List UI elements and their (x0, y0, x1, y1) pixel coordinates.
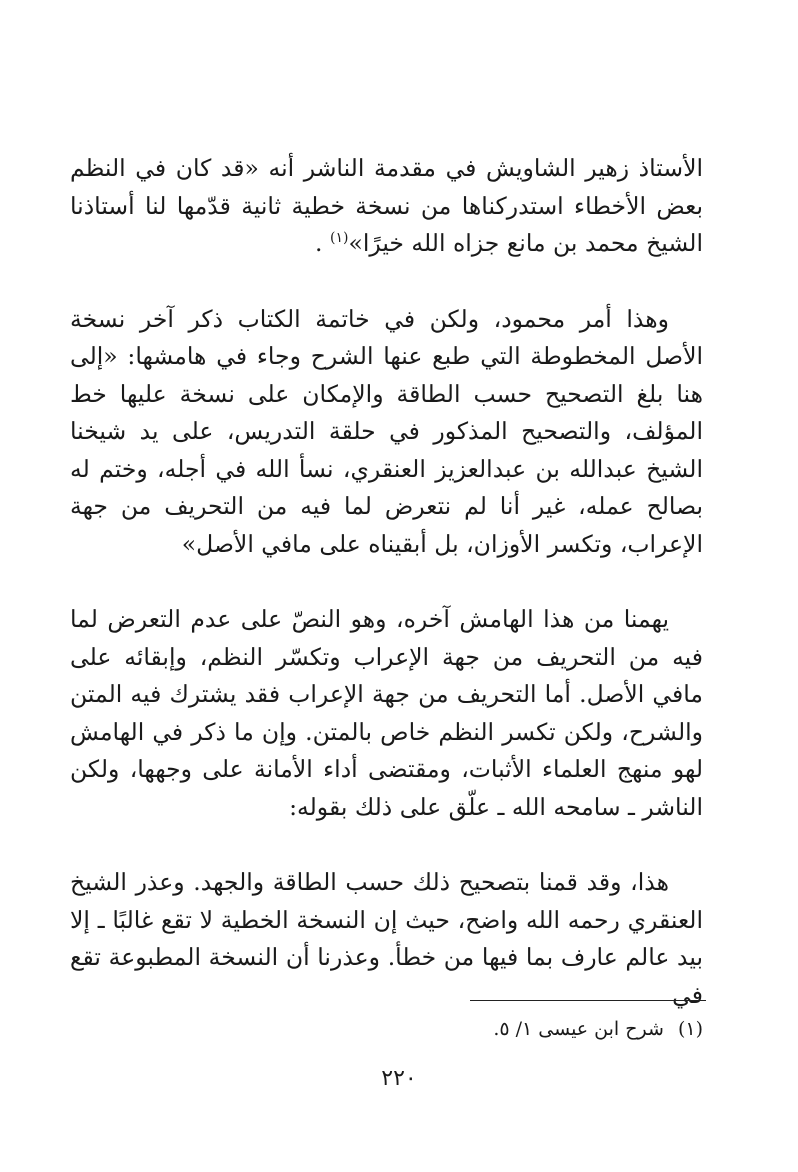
page-body (70, 150, 703, 1014)
paragraph-2: وهذا أمر محمود، ولكن في خاتمة الكتاب ذكر آخر نسخة الأصل المخطوطة التي طبع عنها الشرح وجاء في هامشها: «إلى هنا بلغ التصحيح حسب الطاقة والإمكان على نسخة عليها خط المؤلف، والتصحيح المذكور في حلقة التدريس، على يد شيخنا الشيخ عبدالله بن عبدالعزيز العنقري، نسأ الله في أجله، وختم له بصالح عمله، غير أنا لم نتعرض لما فيه من التحريف من جهة الإعراب، وتكسر الأوزان، بل أبقيناه على مافي الأصل» (70, 304, 703, 558)
paragraph-4: هذا، وقد قمنا بتصحيح ذلك حسب الطاقة والجهد. وعذر الشيخ العنقري رحمه الله واضح، حيث إن النسخة الخطية لا تقع غالبًا ـ إلا بيد عالم عارف بما فيها من خطأ. وعذرنا أن النسخة المطبوعة تقع في (70, 868, 703, 1009)
paragraph-1 (70, 150, 703, 263)
footnote-number: (١) (677, 1018, 703, 1040)
page-number: ٢٢٠ (381, 1066, 417, 1091)
footnote (493, 1014, 703, 1044)
paragraph-1-tail: . (315, 229, 330, 257)
paragraph-1-text: الأستاذ زهير الشاويش في مقدمة الناشر أنه «قد كان في النظم بعض الأخطاء استدركناها من نسخة خطية ثانية قدّمها لنا أستاذنا الشيخ محمد بن مانع جزاه الله خيرًا» (70, 154, 703, 257)
paragraph-3: يهمنا من هذا الهامش آخره، وهو النصّ على عدم التعرض لما فيه من التحريف من جهة الإعراب وتكسّر النظم، وإبقائه على مافي الأصل. أما التحريف من جهة الإعراب فقد يشترك فيه المتن والشرح، ولكن تكسر النظم خاص بالمتن. وإن ما ذكر في الهامش لهو منهج العلماء الأثبات، ومقتضى أداء الأمانة على وجهها، ولكن الناشر ـ سامحه الله ـ علّق على ذلك بقوله: (70, 605, 703, 821)
footnote-reference: (١) (330, 230, 349, 247)
footnote-separator (470, 1000, 706, 1001)
footnote-text: شرح ابن عيسى ١/ ٥. (493, 1018, 664, 1040)
